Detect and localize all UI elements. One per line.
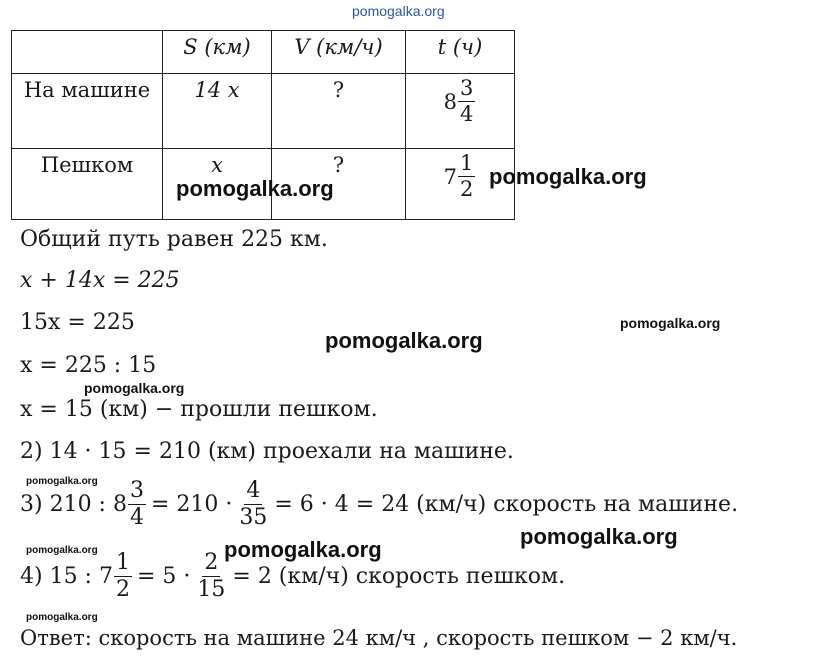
car-time [406,74,515,149]
line7-fraction-2 [237,480,269,529]
watermark-2: pomogalka.org [489,164,647,189]
row-label-walk: Пешком [12,149,163,220]
table-row-car [12,74,515,149]
line7-f2-denominator: 35 [239,505,268,530]
solution-line-6: 2) 14 · 15 = 210 (км) проехали на машине. [20,439,514,464]
table-header-row [12,31,515,74]
line8-suffix: = 2 (км/ч) скорость пешком. [232,563,566,589]
header-cell-empty [12,31,163,74]
car-time-denominator: 4 [460,102,474,126]
line8-fraction-2 [195,552,227,601]
walk-time-denominator: 2 [460,177,474,201]
line8-mid: = 5 · [136,563,191,589]
line7-f2-numerator: 4 [246,478,261,503]
line8-f1-denominator: 2 [115,577,130,602]
line8-prefix: 4) 15 : 7 [20,563,113,589]
answer-line: Ответ: скорость на машине 24 км/ч , скорость пешком − 2 км/ч. [20,626,738,650]
header-cell-time: t (ч) [406,31,515,74]
watermark-10: pomogalka.org [26,612,98,623]
walk-speed: ? [272,149,406,220]
watermark-8: pomogalka.org [224,537,382,562]
walk-time-numerator: 1 [460,151,474,175]
line8-fraction-1 [114,552,132,601]
watermark-7: pomogalka.org [26,545,98,556]
line7-f1-denominator: 4 [129,505,144,530]
walk-time-fraction [458,153,475,200]
watermark-1: pomogalka.org [176,176,334,201]
solution-line-7 [20,480,738,529]
car-time-fraction [458,78,475,125]
car-time-numerator: 3 [460,76,474,100]
line7-f1-numerator: 3 [129,478,144,503]
solution-line-2: x + 14x = 225 [20,268,180,293]
watermark-3: pomogalka.org [620,315,721,331]
line7-prefix: 3) 210 : 8 [20,491,127,517]
watermark-9: pomogalka.org [520,524,678,549]
car-speed: ? [272,74,406,149]
watermark-5: pomogalka.org [84,380,185,396]
car-time-whole: 8 [443,89,457,114]
line8-f2-numerator: 2 [204,550,219,575]
watermark-6: pomogalka.org [26,476,98,487]
line8-f2-denominator: 15 [197,577,226,602]
walk-time-whole: 7 [443,164,457,189]
walk-distance: x [163,149,272,220]
solution-line-3: 15x = 225 [20,310,135,335]
header-cell-speed: V (км/ч) [272,31,406,74]
solution-line-5: x = 15 (км) − прошли пешком. [20,397,378,422]
car-distance: 14 x [163,74,272,149]
line7-fraction-1 [128,480,146,529]
solution-line-1: Общий путь равен 225 км. [20,227,328,252]
header-cell-distance: S (км) [163,31,272,74]
line7-mid: = 210 · [150,491,233,517]
solution-line-4: x = 225 : 15 [20,353,157,378]
line7-suffix: = 6 · 4 = 24 (км/ч) скорость на машине. [274,491,739,517]
row-label-car: На машине [12,74,163,149]
watermark-top: pomogalka.org [352,3,445,19]
line8-f1-numerator: 1 [115,550,130,575]
watermark-4: pomogalka.org [325,328,483,353]
